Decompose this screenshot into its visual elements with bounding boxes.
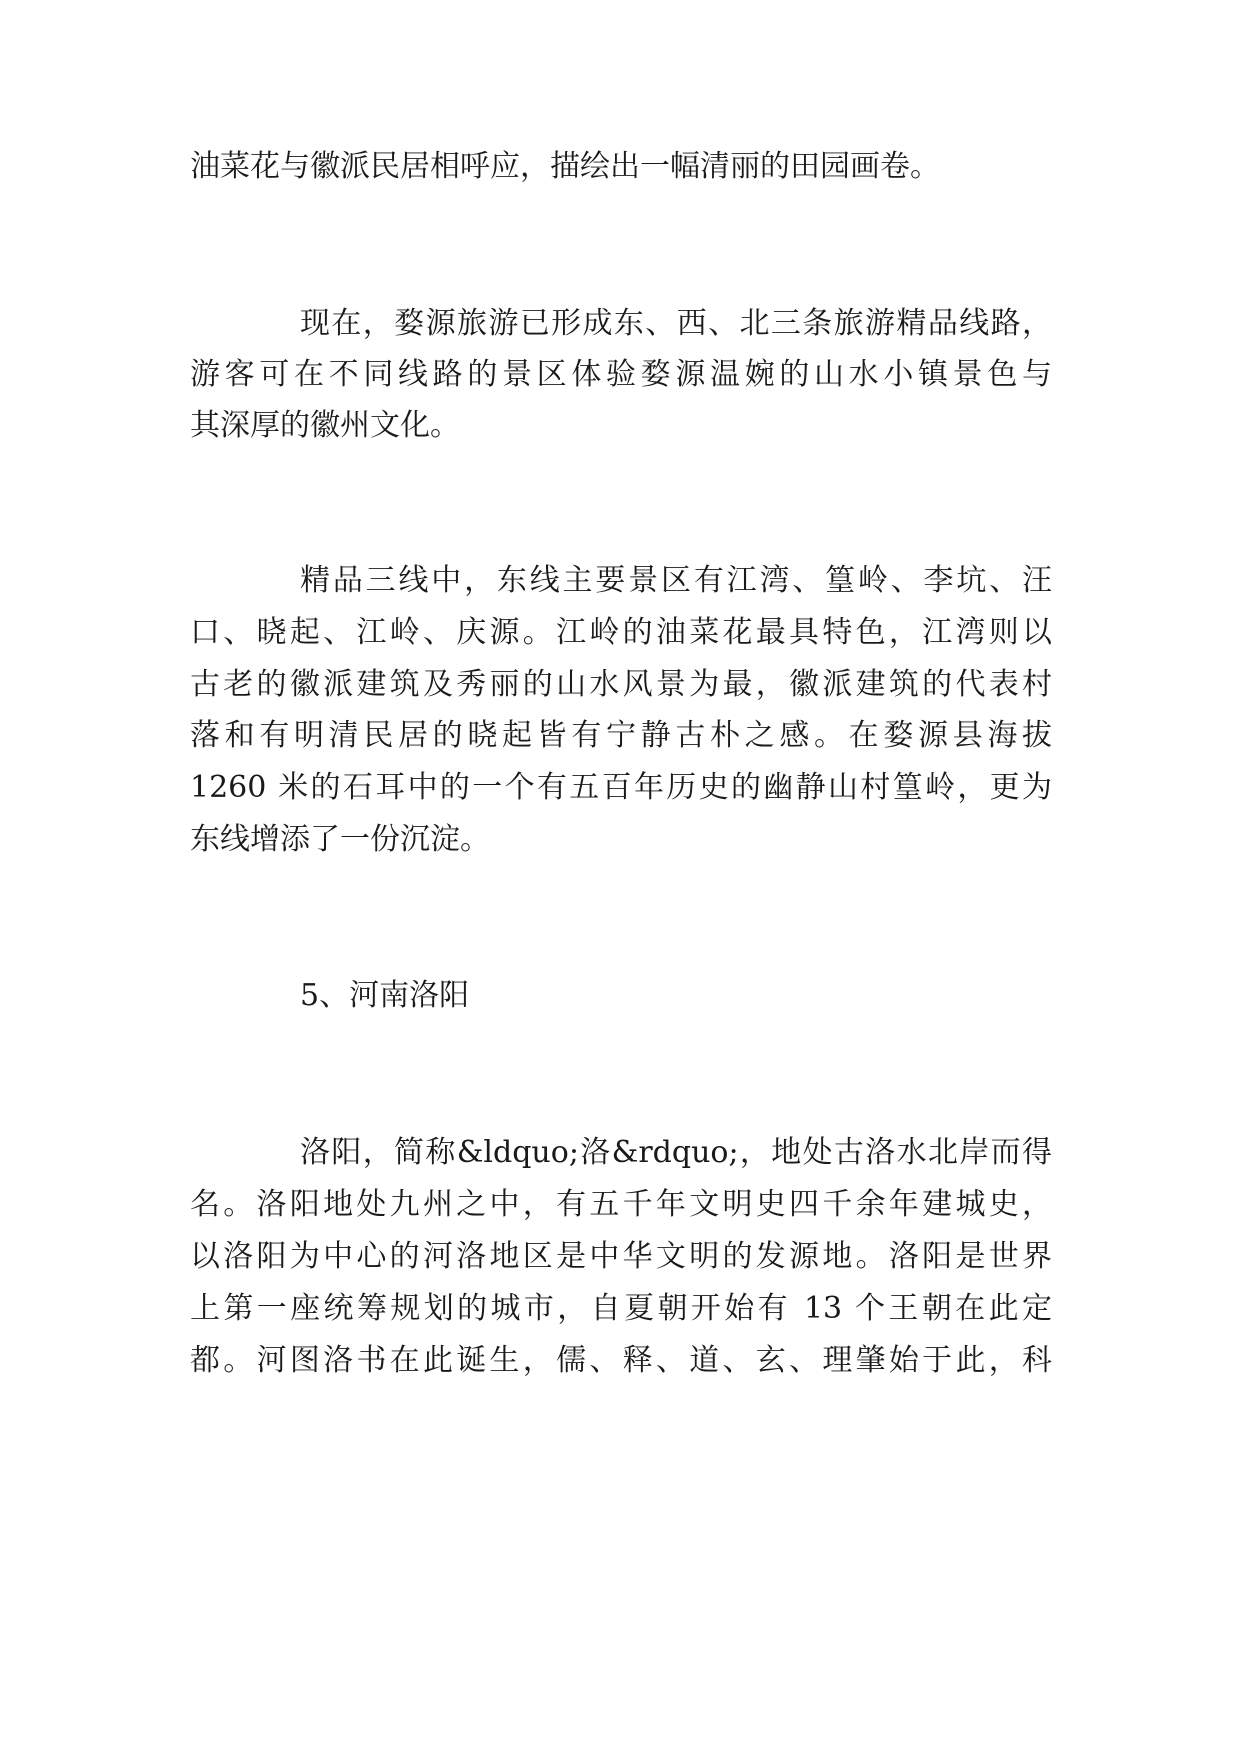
paragraph-line: 都。河图洛书在此诞生，儒、释、道、玄、理肇始于此，科 xyxy=(190,1343,1052,1378)
section-heading: 5、河南洛阳 xyxy=(300,978,470,1013)
paragraph-line: 洛阳，简称&ldquo;洛&rdquo;，地处古洛水北岸而得 xyxy=(300,1135,1052,1170)
paragraph-line: 口、晓起、江岭、庆源。江岭的油菜花最具特色，江湾则以 xyxy=(190,615,1052,650)
paragraph-line: 落和有明清民居的晓起皆有宁静古朴之感。在婺源县海拔 xyxy=(190,718,1052,753)
paragraph-line: 精品三线中，东线主要景区有江湾、篁岭、李坑、汪 xyxy=(300,563,1052,598)
paragraph-line: 上第一座统筹规划的城市，自夏朝开始有 13 个王朝在此定 xyxy=(190,1291,1052,1326)
paragraph-line: 其深厚的徽州文化。 xyxy=(190,408,460,443)
paragraph-line: 游客可在不同线路的景区体验婺源温婉的山水小镇景色与 xyxy=(190,357,1052,392)
paragraph-line: 名。洛阳地处九州之中，有五千年文明史四千余年建城史， xyxy=(190,1187,1052,1222)
paragraph-line: 东线增添了一份沉淀。 xyxy=(190,822,490,857)
paragraph-line: 古老的徽派建筑及秀丽的山水风景为最，徽派建筑的代表村 xyxy=(190,667,1052,702)
paragraph-line: 油菜花与徽派民居相呼应，描绘出一幅清丽的田园画卷。 xyxy=(190,149,940,184)
paragraph-line: 现在，婺源旅游已形成东、西、北三条旅游精品线路， xyxy=(300,306,1052,341)
paragraph-line: 1260 米的石耳中的一个有五百年历史的幽静山村篁岭，更为 xyxy=(190,770,1052,805)
paragraph-line: 以洛阳为中心的河洛地区是中华文明的发源地。洛阳是世界 xyxy=(190,1239,1052,1274)
